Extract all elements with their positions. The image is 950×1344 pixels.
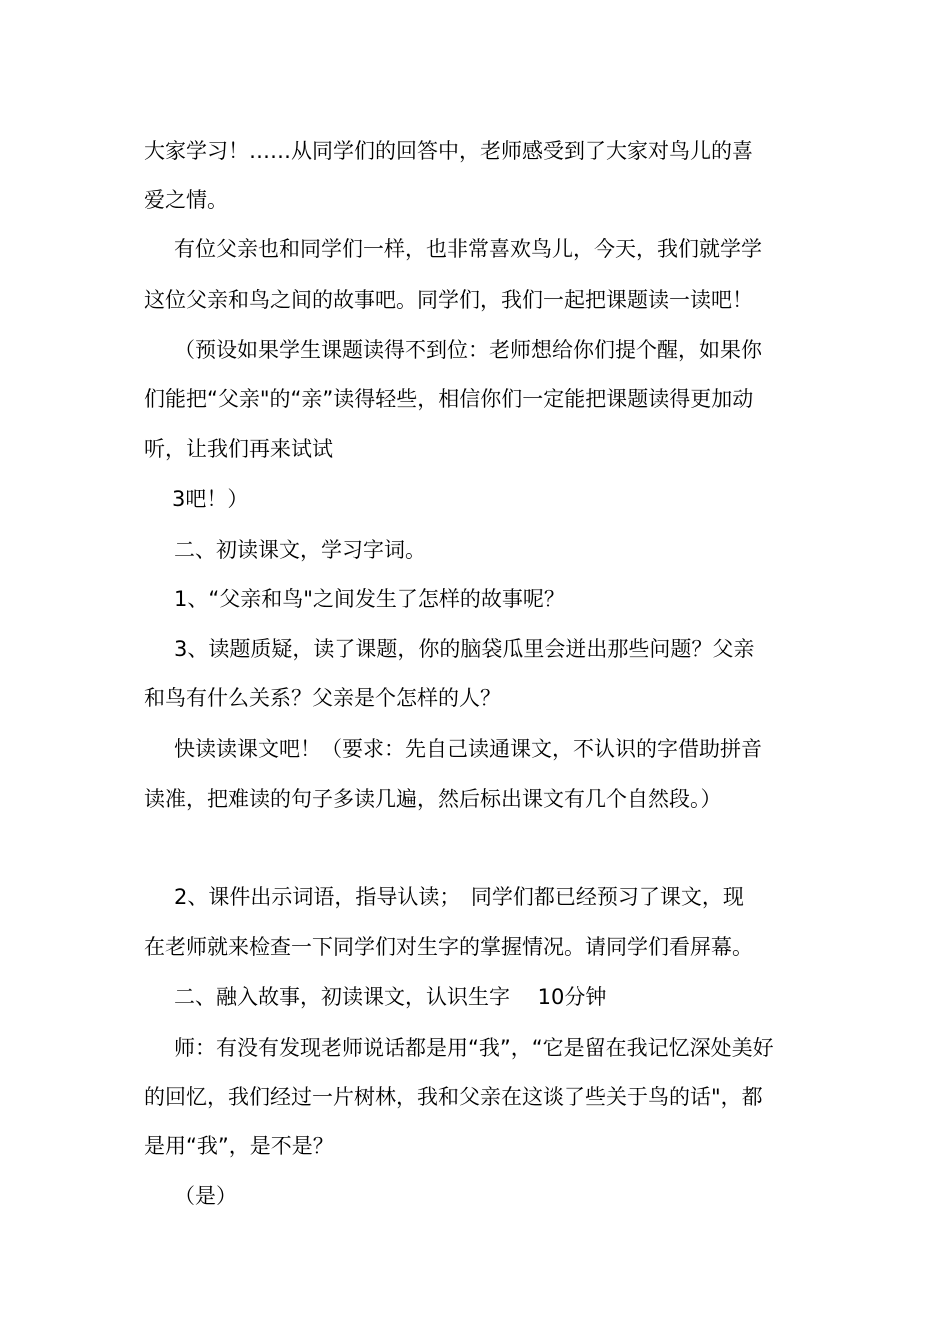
text-line-9: 二、初读课文，学习字词。 — [174, 538, 426, 562]
text-line-8: 3吧！） — [172, 487, 249, 511]
text-line-16: 在老师就来检查一下同学们对生字的掌握情况。请同学们看屏幕。 — [144, 935, 753, 959]
text-line-14: 读准，把难读的句子多读几遍，然后标出课文有几个自然段。） — [144, 787, 722, 811]
text-line-19: 的回忆，我们经过一片树林，我和父亲在这谈了些关于鸟的话"，都 — [144, 1085, 763, 1109]
text-line-10: 1、“父亲和鸟"之间发生了怎样的故事呢？ — [174, 587, 565, 611]
text-line-5: （预设如果学生课题读得不到位：老师想给你们提个醒，如果你 — [174, 338, 762, 362]
text-line-21: （是） — [174, 1184, 237, 1208]
text-line-3: 有位父亲也和同学们一样，也非常喜欢鸟儿，今天，我们就学学 — [174, 237, 762, 261]
text-line-17: 二、融入故事，初读课文，认识生字 10分钟 — [174, 985, 607, 1009]
text-line-15: 2、课件出示词语，指导认读； 同学们都已经预习了课文，现 — [174, 885, 744, 909]
text-line-13: 快读读课文吧！（要求：先自己读通课文，不认识的字借助拼音 — [174, 737, 762, 761]
text-line-2: 爱之情。 — [144, 188, 228, 212]
text-line-11: 3、读题质疑，读了课题，你的脑袋瓜里会迸出那些问题？父亲 — [174, 637, 755, 661]
text-line-7: 听，让我们再来试试 — [144, 437, 333, 461]
text-line-4: 这位父亲和鸟之间的故事吧。同学们，我们一起把课题读一读吧！ — [144, 288, 753, 312]
text-line-20: 是用“我”，是不是？ — [144, 1134, 334, 1158]
text-line-12: 和鸟有什么关系？父亲是个怎样的人？ — [144, 686, 501, 710]
text-line-1: 大家学习！……从同学们的回答中，老师感受到了大家对鸟儿的喜 — [144, 139, 753, 163]
text-line-18: 师：有没有发现老师说话都是用“我”，“它是留在我记忆深处美好 — [174, 1036, 774, 1060]
text-line-6: 们能把“父亲"的“亲”读得轻些，相信你们一定能把课题读得更加动 — [144, 387, 754, 411]
